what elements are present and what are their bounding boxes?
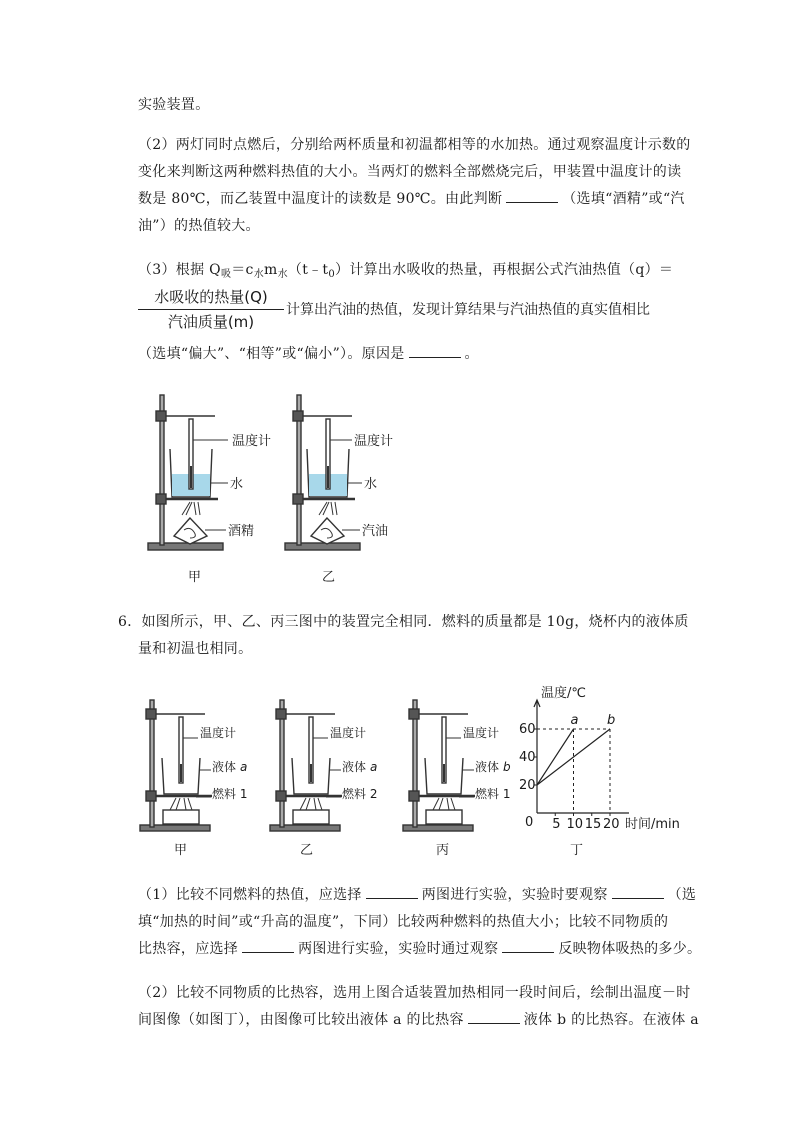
q6-part1-line3 [138, 939, 701, 959]
answer-blank [502, 940, 554, 953]
q5-part2-line3-tail: （选填“酒精”或“汽 [562, 191, 685, 207]
fuel-block [293, 810, 329, 824]
clamp-knob [146, 791, 156, 801]
label-thermometer: 温度计 [330, 726, 367, 740]
x-tick-label: 10 [566, 817, 584, 832]
label-fuel: 燃料 1 [475, 787, 511, 801]
x-tick-label: 5 [552, 817, 561, 832]
series-label-a: a [570, 713, 579, 728]
label-thermometer: 温度计 [232, 434, 272, 449]
q5-part2-line3-text: 数是 80℃，而乙装置中温度计的读数是 90℃。由此判断 [138, 191, 503, 207]
apparatus-q6-jia [140, 700, 212, 831]
label-water: 水 [364, 477, 378, 492]
clamp-knob [409, 791, 419, 801]
answer-blank [366, 886, 418, 899]
formula-subscript: 吸 [220, 269, 232, 280]
q5-part2-line2: 变化来判断这两种燃料热值的大小。当两灯的燃料全部燃烧完后，甲装置中温度计的读 [138, 164, 682, 180]
q6-part2-line1: （2）比较不同物质的比热容，选用上图合适装置加热相同一段时间后，绘制出温度－时 [138, 985, 691, 1001]
q6-part1-line2: 填“加热的时间”或“升高的温度”，下同）比较两种燃料的热值大小；比较不同物质的 [138, 914, 669, 930]
q6-line2: 量和初温也相同。 [138, 641, 253, 657]
clamp-knob [276, 791, 286, 801]
q5-part3-line3-text: （选填“偏大”、“相等”或“偏小”）。原因是 [138, 346, 405, 362]
y-tick-label: 60 [519, 722, 536, 737]
label-gasoline: 汽油 [362, 524, 389, 539]
q6-line1: 6．如图所示，甲、乙、丙三图中的装置完全相同．燃料的质量都是 10g，烧杯内的液体质 [118, 614, 689, 630]
clamp-knob [276, 709, 286, 719]
text: 反映物体吸热的多少。 [558, 941, 702, 957]
formula-part: m [264, 262, 278, 278]
q5-part2-line4: 油”）的热值较大。 [138, 218, 260, 234]
fuel-block [426, 810, 462, 824]
formula-part: ）计算出水吸收的热量，再根据公式汽油热值（q）＝ [335, 262, 674, 278]
caption-bing: 丙 [436, 843, 450, 858]
label-alcohol: 酒精 [228, 524, 255, 539]
label-liquid-letter: b [503, 760, 511, 774]
q6-part1-line1 [138, 885, 696, 905]
label-fuel: 燃料 2 [342, 787, 378, 801]
label-fuel: 燃料 1 [212, 787, 248, 801]
temperature-time-chart [519, 685, 680, 832]
text: 两图进行实验，实验时要观察 [421, 887, 608, 903]
text: （1）比较不同燃料的热值，应选择 [138, 887, 362, 903]
label-thermometer: 温度计 [463, 726, 500, 740]
text: 比热容，应选择 [138, 941, 239, 957]
fuel-flame [300, 798, 322, 810]
x-axis-label: 时间/min [625, 817, 680, 832]
label-liquid: 液体 [212, 760, 237, 774]
q5-part2-line1: （2）两灯同时点燃后，分别给两杯质量和初温都相等的水加热。通过观察温度计示数的 [138, 137, 691, 153]
q5-part3-line2-tail: 计算出汽油的热值，发现计算结果与汽油热值的真实值相比 [286, 302, 650, 318]
caption-jia: 甲 [174, 843, 188, 858]
label-thermometer: 温度计 [354, 434, 394, 449]
q5-part3-line3-end: 。 [464, 346, 479, 362]
origin-label: 0 [525, 815, 534, 830]
text: 间图像（如图丁），由图像可比较出液体 a 的比热容 [138, 1012, 464, 1028]
formula-part: （3）根据 Q [138, 262, 221, 278]
label-liquid-letter: a [370, 760, 378, 774]
label-liquid: 液体 [342, 760, 367, 774]
answer-blank [468, 1011, 520, 1024]
apparatus-q6-bing [403, 700, 475, 831]
x-tick-label: 20 [603, 817, 620, 832]
answer-blank [612, 886, 664, 899]
caption-ding: 丁 [570, 843, 584, 858]
formula-subscript: 0 [328, 269, 336, 280]
answer-blank [242, 940, 294, 953]
fuel-block [163, 810, 199, 824]
text: （选 [667, 887, 697, 903]
fuel-flame [170, 798, 192, 810]
q6-part2-line2 [138, 1010, 699, 1030]
caption-yi: 乙 [322, 570, 336, 585]
q5-setup-line: 实验装置。 [138, 97, 210, 113]
text: 两图进行实验，实验时通过观察 [298, 941, 499, 957]
y-axis-label: 温度/℃ [541, 686, 586, 701]
series-line-a [537, 729, 574, 785]
label-liquid: 液体 [475, 760, 500, 774]
formula-part: （t﹣t [287, 262, 329, 278]
label-thermometer: 温度计 [200, 726, 237, 740]
label-water: 水 [230, 477, 244, 492]
formula-subscript: 水 [277, 269, 288, 280]
y-tick-label: 20 [519, 778, 536, 793]
y-tick-label: 40 [519, 750, 536, 765]
x-tick-label: 15 [584, 817, 602, 832]
formula-subscript: 水 [253, 269, 265, 280]
fuel-flame [433, 798, 455, 810]
caption-jia: 甲 [188, 570, 202, 585]
fraction-denominator: 汽油质量(m) [167, 313, 255, 331]
series-label-b: b [607, 713, 616, 728]
apparatus-q6-yi [270, 700, 342, 831]
label-liquid-letter: a [240, 760, 248, 774]
clamp-knob [146, 709, 156, 719]
clamp-knob [409, 709, 419, 719]
text: 液体 b 的比热容。在液体 a [523, 1012, 699, 1028]
caption-yi: 乙 [300, 843, 314, 858]
fraction-numerator: 水吸收的热量(Q) [154, 288, 268, 306]
formula-part: ＝c [231, 262, 254, 278]
